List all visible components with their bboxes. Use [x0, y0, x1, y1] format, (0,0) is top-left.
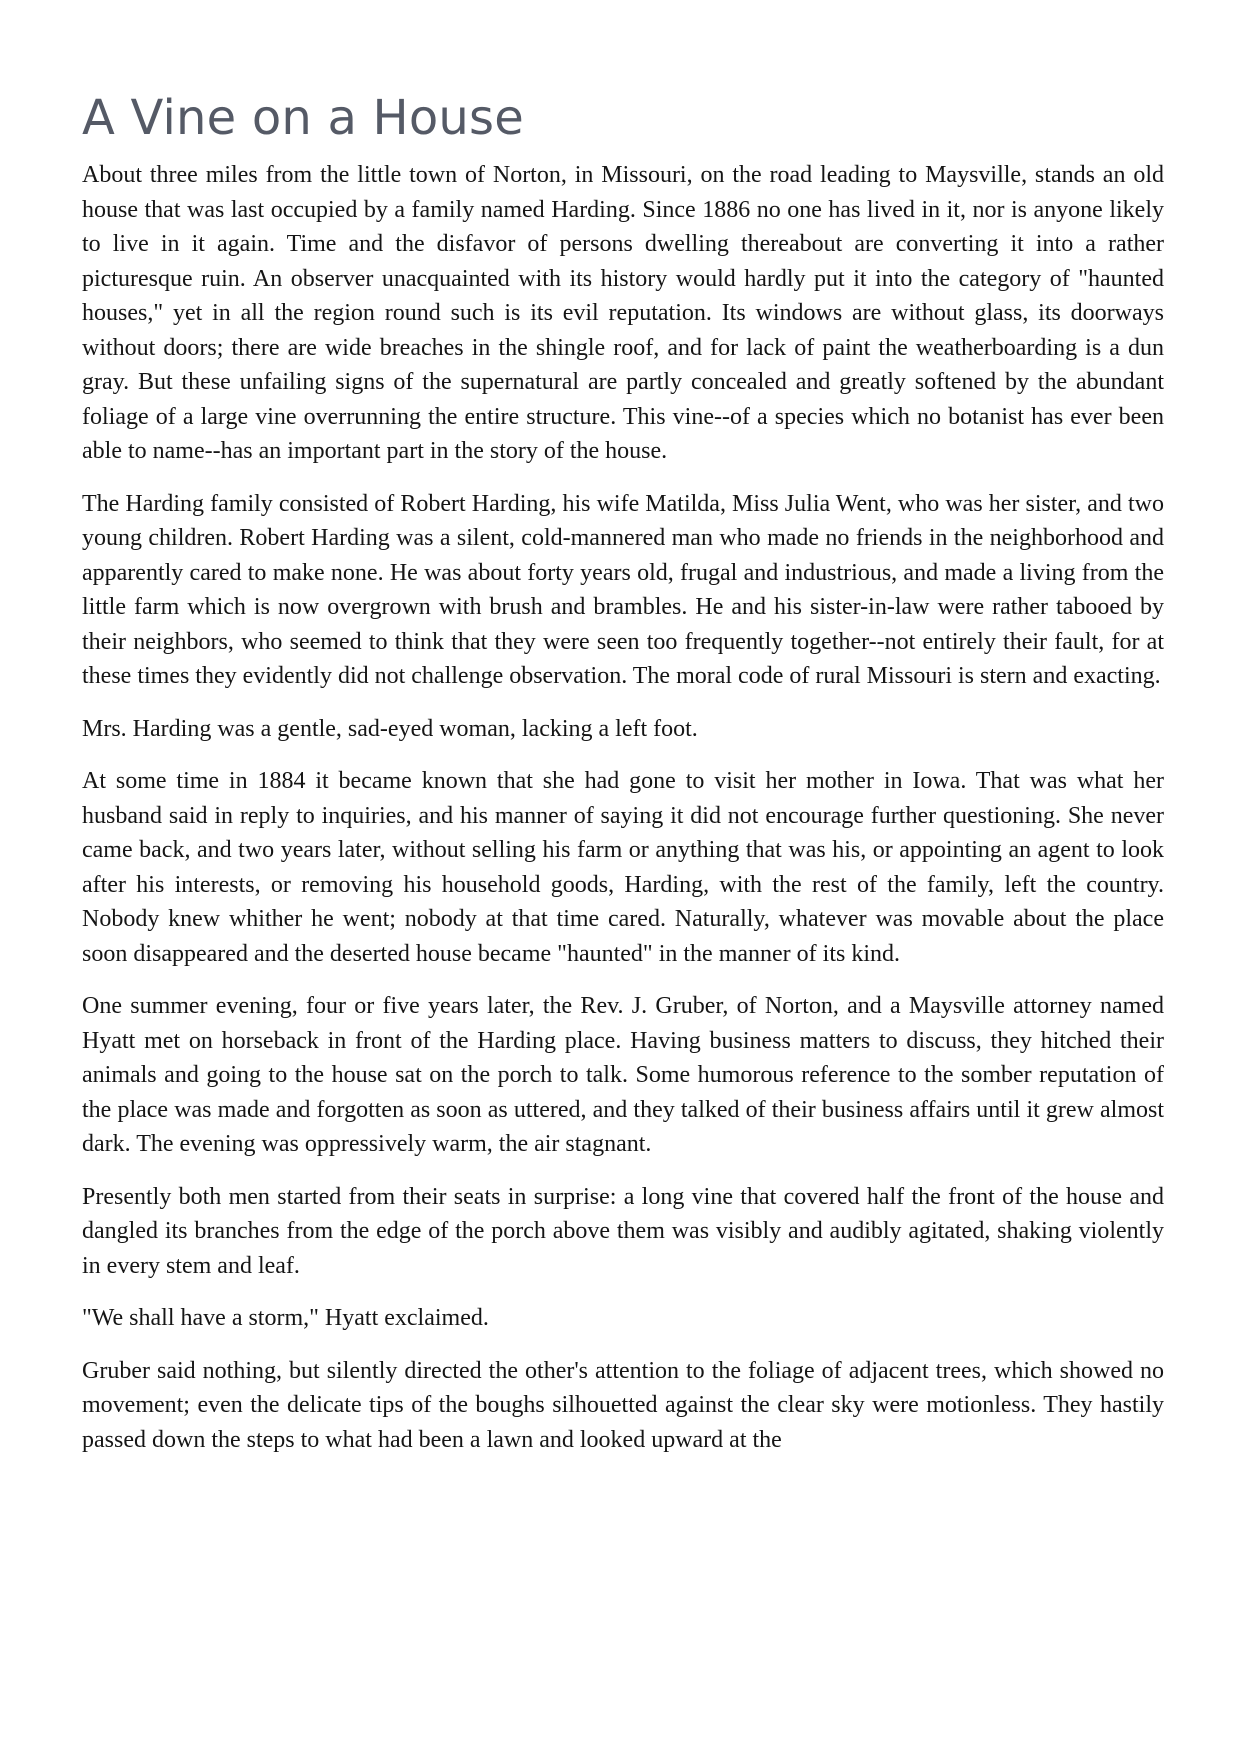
paragraph: About three miles from the little town of Norton, in Missouri, on the road leading to Maysville, stands an old house that was last occupied by a family named Harding. Since 1886 no one has lived in it, nor is anyone likely to live in it again. Time and the disfavor of persons dwelling thereabout are converting it into a rather picturesque ruin. An observer unacquainted with its history would hardly put it into the category of "haunted houses," yet in all the region round such is its evil reputation. Its windows are without glass, its doorways without doors; there are wide breaches in the shingle roof, and for lack of paint the weatherboarding is a dun gray. But these unfailing signs of the supernatural are partly concealed and greatly softened by the abundant foliage of a large vine overrunning the entire structure. This vine--of a species which no botanist has ever been able to name--has an important part in the story of the house. [82, 162, 1164, 464]
paragraph: At some time in 1884 it became known that she had gone to visit her mother in Iowa. That was what her husband said in reply to inquiries, and his manner of saying it did not encourage further questioning. She never came back, and two years later, without selling his farm or anything that was his, or appointing an agent to look after his interests, or removing his household goods, Harding, with the rest of the family, left the country. Nobody knew whither he went; nobody at that time cared. Naturally, whatever was movable about the place soon disappeared and the deserted house became "haunted" in the manner of its kind. [82, 768, 1164, 967]
document-page [82, 90, 1164, 1475]
page-title: A Vine on a House [82, 90, 524, 146]
paragraph: The Harding family consisted of Robert Harding, his wife Matilda, Miss Julia Went, who was her sister, and two young children. Robert Harding was a silent, cold-mannered man who made no friends in the neighborhood and apparently cared to make none. He was about forty years old, frugal and industrious, and made a living from the little farm which is now overgrown with brush and brambles. He and his sister-in-law were rather tabooed by their neighbors, who seemed to think that they were seen too frequently together--not entirely their fault, for at these times they evidently did not challenge observation. The moral code of rural Missouri is stern and exacting. [82, 490, 1164, 689]
paragraph: One summer evening, four or five years later, the Rev. J. Gruber, of Norton, and a Maysville attorney named Hyatt met on horseback in front of the Harding place. Having business matters to discuss, they hitched their animals and going to the house sat on the porch to talk. Some humorous reference to the somber reputation of the place was made and forgotten as soon as uttered, and they talked of their business affairs until it grew almost dark. The evening was oppressively warm, the air stagnant. [82, 993, 1164, 1157]
paragraph: Gruber said nothing, but silently directed the other's attention to the foliage of adjacent trees, which showed no movement; even the delicate tips of the boughs silhouetted against the clear sky were motionless. They hastily passed down the steps to what had been a lawn and looked upward at the [82, 1357, 1164, 1453]
paragraph: "We shall have a storm," Hyatt exclaimed. [82, 1305, 489, 1331]
paragraph: Mrs. Harding was a gentle, sad-eyed woman, lacking a left foot. [82, 715, 698, 742]
paragraph: Presently both men started from their seats in surprise: a long vine that covered half the front of the house and dangled its branches from the edge of the porch above them was visibly and audibly agitated, shaking violently in every stem and leaf. [82, 1183, 1164, 1279]
